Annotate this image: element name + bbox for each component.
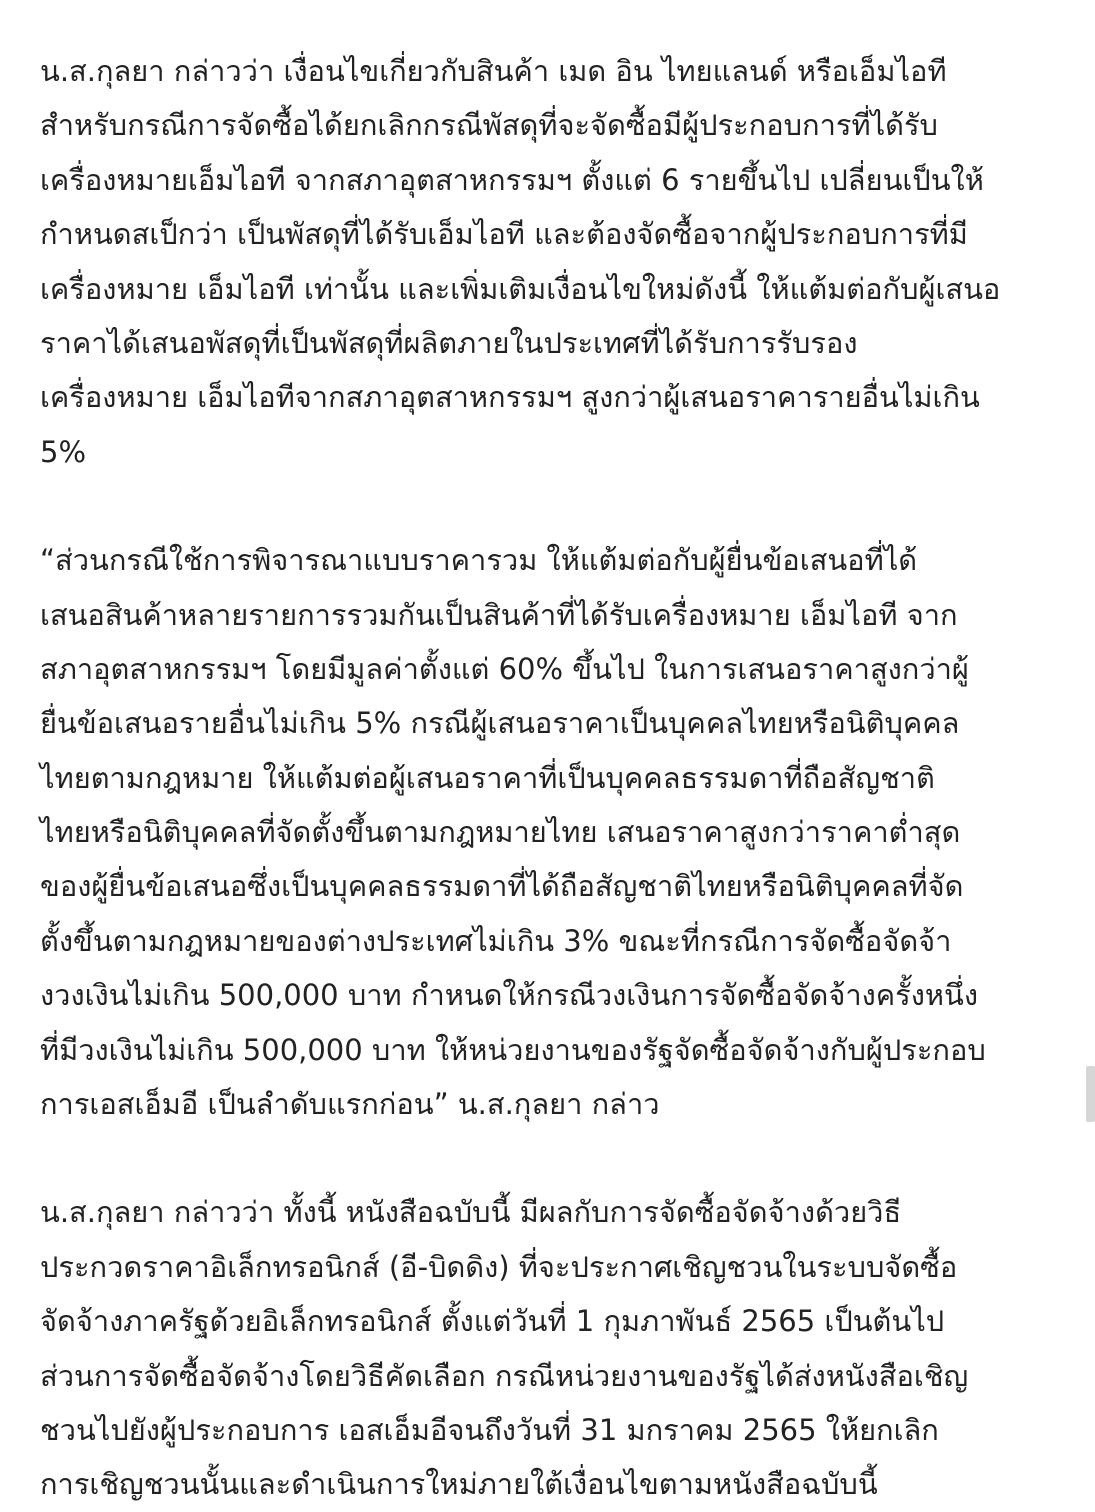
- paragraph-spacer: [40, 1131, 1060, 1185]
- text-line: เครื่องหมาย เอ็มไอที เท่านั้น และเพิ่มเติมเงื่อนไขใหม่ดังนี้ ให้แต้มต่อกับผู้เสนอ: [40, 271, 1001, 306]
- text-line: การเชิญชวนนั้นและดำเนินการใหม่ภายใต้เงื่อนไขตามหนังสือฉบับนี้: [40, 1467, 878, 1502]
- text-line: ชวนไปยังผู้ประกอบการ เอสเอ็มอีจนถึงวันที่ 31 มกราคม 2565 ให้ยกเลิก: [40, 1412, 939, 1447]
- article-body: [40, 44, 1060, 1512]
- text-line: สำหรับกรณีการจัดซื้อได้ยกเลิกกรณีพัสดุที่จะจัดซื้อมีผู้ประกอบการที่ได้รับ: [40, 108, 938, 143]
- paragraph-2: [40, 533, 1060, 1131]
- text-line: ของผู้ยื่นข้อเสนอซึ่งเป็นบุคคลธรรมดาที่ได้ถือสัญชาติไทยหรือนิติบุคคลที่จัด: [40, 869, 964, 904]
- paragraph-spacer: [40, 479, 1060, 533]
- text-line: ตั้งขึ้นตามกฎหมายของต่างประเทศไม่เกิน 3% ขณะที่กรณีการจัดซื้อจัดจ้า: [40, 923, 952, 958]
- scrollbar-thumb[interactable]: [1086, 1066, 1095, 1122]
- text-line: น.ส.กุลยา กล่าวว่า เงื่อนไขเกี่ยวกับสินค้า เมด อิน ไทยแลนด์ หรือเอ็มไอที: [40, 54, 947, 88]
- text-line: จัดจ้างภาครัฐด้วยอิเล็กทรอนิกส์ ตั้งแต่วันที่ 1 กุมภาพันธ์ 2565 เป็นต้นไป: [40, 1304, 945, 1339]
- text-line: ประกวดราคาอิเล็กทรอนิกส์ (อี-บิดดิง) ที่จะประกาศเชิญชวนในระบบจัดซื้อ: [40, 1249, 958, 1284]
- text-line: เครื่องหมาย เอ็มไอทีจากสภาอุตสาหกรรมฯ สูงกว่าผู้เสนอราคารายอื่นไม่เกิน: [40, 380, 980, 415]
- text-line: เครื่องหมายเอ็มไอที จากสภาอุตสาหกรรมฯ ตั้งแต่ 6 รายขึ้นไป เปลี่ยนเป็นให้: [40, 162, 984, 197]
- text-line: ไทยตามกฎหมาย ให้แต้มต่อผู้เสนอราคาที่เป็นบุคคลธรรมดาที่ถือสัญชาติ: [40, 760, 935, 795]
- text-line: น.ส.กุลยา กล่าวว่า ทั้งนี้ หนังสือฉบับนี้ มีผลกับการจัดซื้อจัดจ้างด้วยวิธี: [40, 1195, 902, 1230]
- text-line: การเอสเอ็มอี เป็นลำดับแรกก่อน” น.ส.กุลยา กล่าว: [40, 1087, 660, 1122]
- text-line: กำหนดสเป็กว่า เป็นพัสดุที่ได้รับเอ็มไอที และต้องจัดซื้อจากผู้ประกอบการที่มี: [40, 217, 968, 252]
- text-line: ยื่นข้อเสนอรายอื่นไม่เกิน 5% กรณีผู้เสนอราคาเป็นบุคคลไทยหรือนิติบุคคล: [40, 706, 960, 741]
- text-line: งวงเงินไม่เกิน 500,000 บาท กำหนดให้กรณีวงเงินการจัดซื้อจัดจ้างครั้งหนึ่ง: [40, 978, 978, 1013]
- text-line: ส่วนการจัดซื้อจัดจ้างโดยวิธีคัดเลือก กรณีหน่วยงานของรัฐได้ส่งหนังสือเชิญ: [40, 1358, 969, 1393]
- text-line: สภาอุตสาหกรรมฯ โดยมีมูลค่าตั้งแต่ 60% ขึ้นไป ในการเสนอราคาสูงกว่าผู้: [40, 651, 969, 686]
- text-line: ไทยหรือนิติบุคคลที่จัดตั้งขึ้นตามกฎหมายไทย เสนอราคาสูงกว่าราคาต่ำสุด: [40, 815, 961, 850]
- text-line: ราคาได้เสนอพัสดุที่เป็นพัสดุที่ผลิตภายในประเทศที่ได้รับการรับรอง: [40, 325, 858, 360]
- text-line: ที่มีวงเงินไม่เกิน 500,000 บาท ให้หน่วยงานของรัฐจัดซื้อจัดจ้างกับผู้ประกอบ: [40, 1032, 986, 1067]
- text-line: เสนอสินค้าหลายรายการรวมกันเป็นสินค้าที่ได้รับเครื่องหมาย เอ็มไอที จาก: [40, 597, 958, 632]
- paragraph-1: [40, 44, 1060, 479]
- text-line: “ส่วนกรณีใช้การพิจารณาแบบราคารวม ให้แต้มต่อกับผู้ยื่นข้อเสนอที่ได้: [40, 543, 918, 578]
- paragraph-3: [40, 1185, 1060, 1511]
- text-line: 5%: [40, 434, 87, 469]
